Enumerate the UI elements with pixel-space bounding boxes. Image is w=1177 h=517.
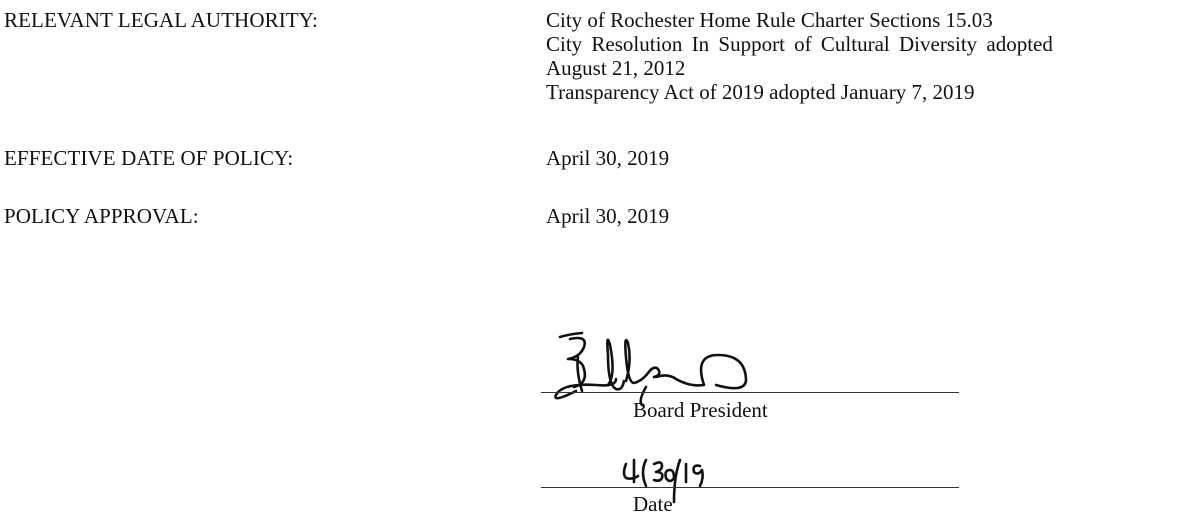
- legal-authority-label: RELEVANT LEGAL AUTHORITY:: [4, 8, 318, 32]
- signature-line: [541, 392, 959, 393]
- date-caption: Date: [633, 492, 673, 516]
- legal-authority-line: City of Rochester Home Rule Charter Sections 15.03: [546, 8, 993, 32]
- signer-caption: Board President: [633, 398, 768, 422]
- legal-authority-values: [546, 8, 1053, 104]
- legal-authority-line: Transparency Act of 2019 adopted January 7, 2019: [546, 80, 975, 104]
- legal-authority-line: August 21, 2012: [546, 56, 686, 80]
- policy-approval-value: April 30, 2019: [546, 204, 670, 228]
- policy-approval-label: POLICY APPROVAL:: [4, 204, 199, 228]
- date-line: [541, 487, 959, 488]
- effective-date-label: EFFECTIVE DATE OF POLICY:: [4, 146, 294, 170]
- effective-date-value: April 30, 2019: [546, 146, 670, 170]
- legal-authority-line: City Resolution In Support of Cultural Diversity adopted: [546, 32, 1053, 56]
